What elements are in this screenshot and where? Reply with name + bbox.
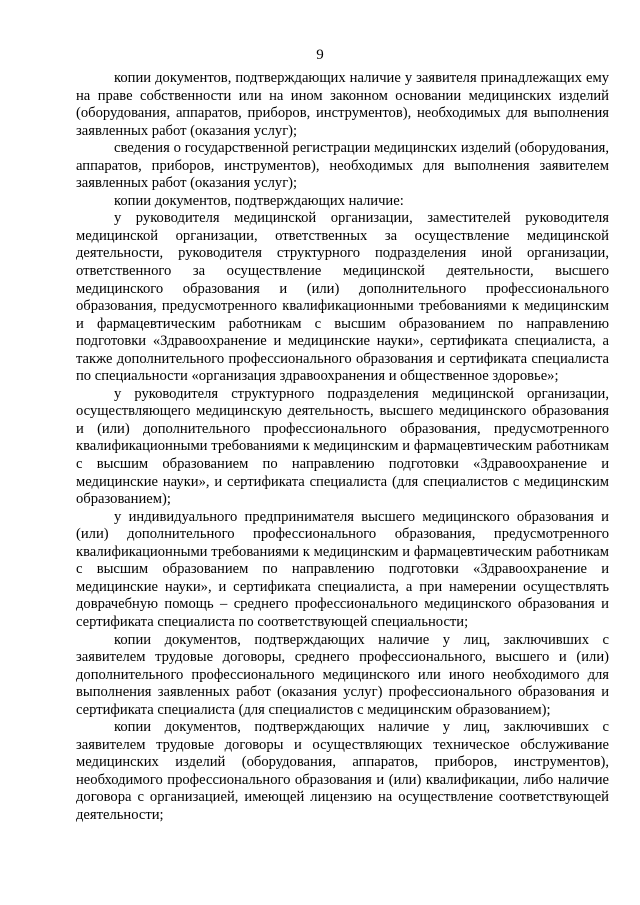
- paragraph: сведения о государственной регистрации медицинских изделий (оборудования, аппаратов, приборов, инструментов), необходимых для выполнения заявителем заявленных работ (оказания услуг);: [76, 140, 609, 192]
- page-number: 9: [316, 47, 324, 63]
- document-body: [76, 70, 609, 825]
- paragraph: у руководителя структурного подразделения медицинской организации, осуществляющего медицинскую деятельность, высшего медицинского образования и (или) дополнительного профессионального образования, предусмотренного квалификационными требованиями к медицинским и фармацевтическим работникам с высшим образованием по направлению подготовки «Здравоохранение и медицинские науки», и сертификата специалиста (для специалистов с медицинским образованием);: [76, 385, 609, 508]
- paragraph: копии документов, подтверждающих наличие:: [114, 192, 404, 209]
- paragraph: у индивидуального предпринимателя высшего медицинского образования и (или) дополнительного профессионального образования, предусмотренного квалификационными требованиями к медицинским и фармацевтическим работникам с высшим образованием по направлению подготовки «Здравоохранение и медицинские науки», и сертификата специалиста, а при намерении осуществлять доврачебную помощь – среднего профессионального медицинского образования и сертификата специалиста по соответствующей специальности;: [76, 508, 609, 630]
- paragraph: копии документов, подтверждающих наличие у лиц, заключивших с заявителем трудовые договоры и осуществляющих техническое обслуживание медицинских изделий (оборудования, аппаратов, приборов, инструментов), необходимого профессионального образования и (или) квалификации, либо наличие договора с организацией, имеющей лицензию на осуществление соответствующей деятельности;: [76, 719, 609, 823]
- paragraph: у руководителя медицинской организации, заместителей руководителя медицинской организации, ответственных за осуществление медицинской деятельности, руководителя структурного подразделения иной организации, ответственного за осуществление медицинской деятельности, высшего медицинского образования и (или) дополнительного профессионального образования, предусмотренного квалификационными требованиями к медицинским и фармацевтическим работникам с высшим образованием по направлению подготовки «Здравоохранение и медицинские науки», сертификата специалиста, а также дополнительного профессионального образования и сертификата специалиста по специальности «организация здравоохранения и общественное здоровье»;: [76, 210, 609, 385]
- paragraph: копии документов, подтверждающих наличие у заявителя принадлежащих ему на праве собственности или на ином законном основании медицинских изделий (оборудования, аппаратов, приборов, инструментов), необходимых для выполнения заявленных работ (оказания услуг);: [76, 70, 609, 139]
- paragraph: копии документов, подтверждающих наличие у лиц, заключивших с заявителем трудовые договоры, среднего профессионального, высшего и (или) дополнительного профессионального медицинского или иного необходимого для выполнения заявленных работ (оказания услуг) профессионального образования и сертификата специалиста (для специалистов с медицинским образованием);: [76, 631, 609, 718]
